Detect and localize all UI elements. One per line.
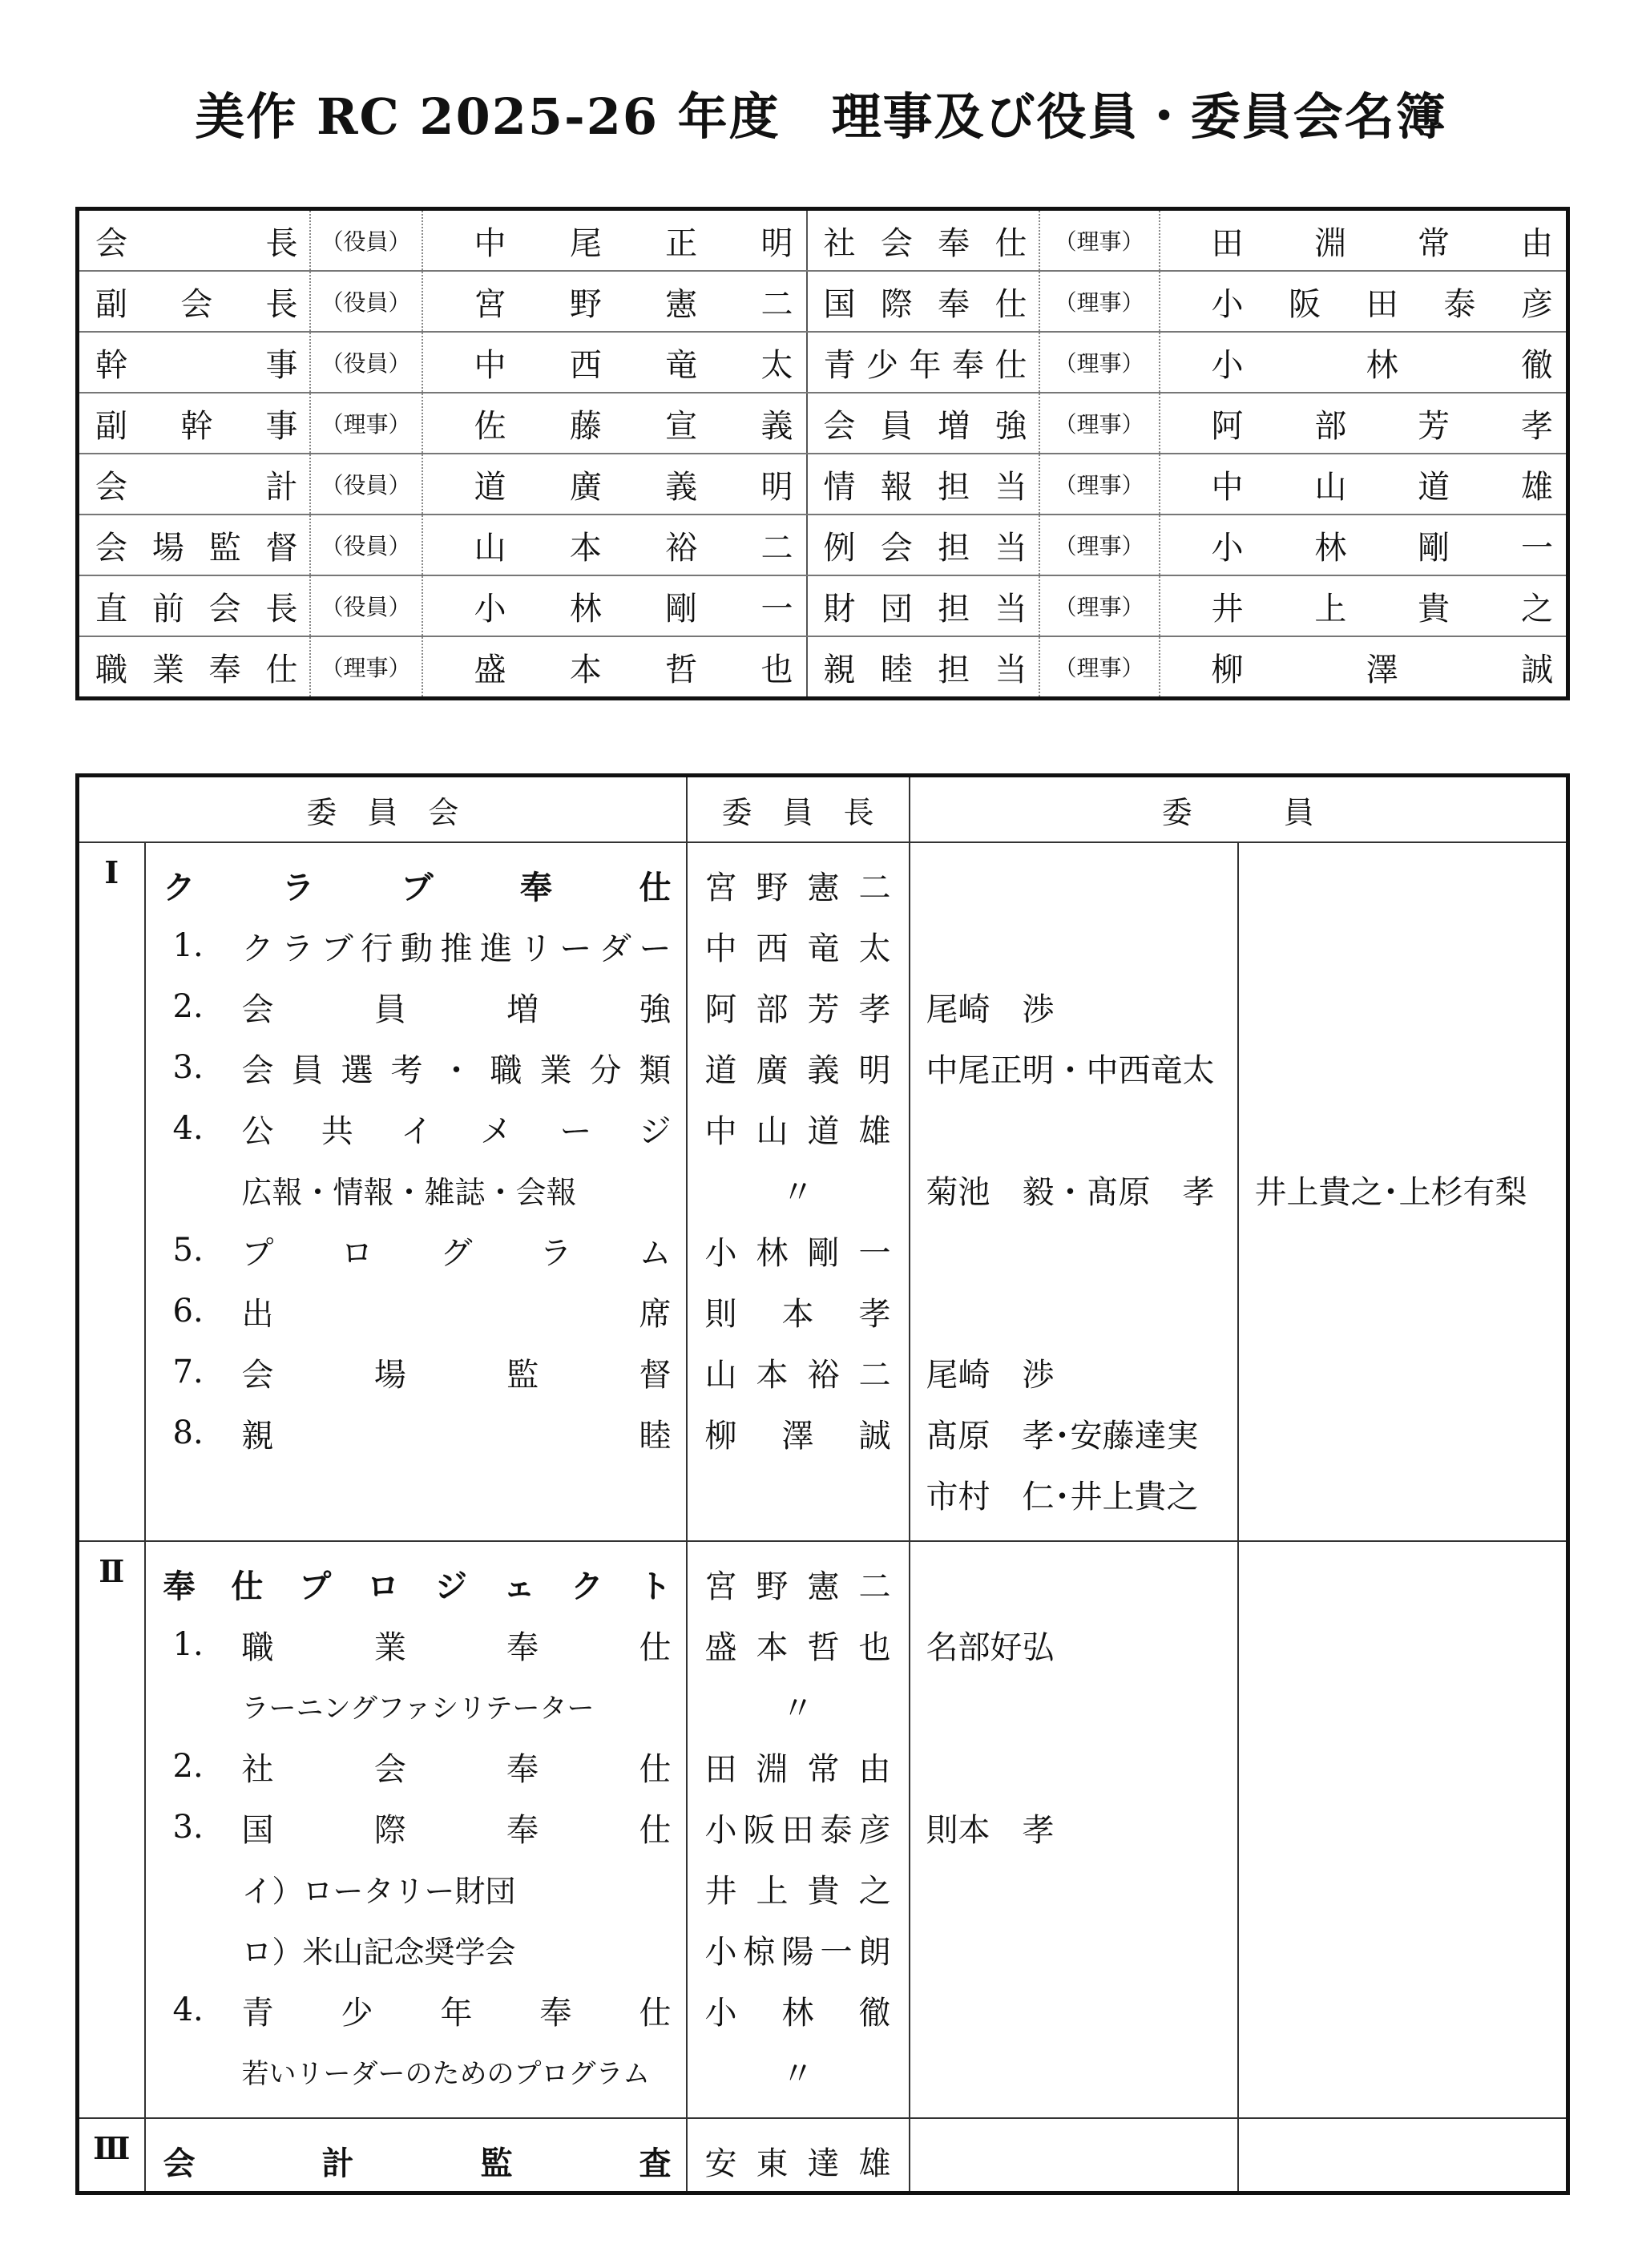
officer-name: 柳 澤 誠 [1160,636,1568,699]
committee-table [75,773,1570,2195]
committee-chair: 〃 [687,2040,910,2101]
officer-role: 会 場 監 督 [78,515,310,575]
member-cell [1238,1736,1568,1797]
officer-name: 宮 野 憲 二 [422,271,807,332]
officer-rank: （理事） [1039,454,1160,515]
header-committee: 委 員 会 [78,776,687,843]
officer-name: 小 阪 田 泰 彦 [1160,271,1568,332]
member-cell [910,1098,1238,1159]
officer-role: 会 長 [78,209,310,272]
officer-role: 会 員 増 強 [807,393,1039,454]
officer-role: 副 幹 事 [78,393,310,454]
officer-name: 中 尾 正 明 [422,209,807,272]
header-members: 委 員 [910,776,1568,843]
member-cell [910,1919,1238,1979]
member-cell: 菊池 毅・髙原 孝 [910,1159,1238,1220]
committee-chair: 山 本 裕 二 [687,1342,910,1402]
committee-row [78,1098,1568,1159]
committee-chair: 道 廣 義 明 [687,1037,910,1098]
committee-row [78,1675,1568,1736]
section-numeral: Ⅲ [78,2118,145,2193]
officer-role: 財 団 担 当 [807,575,1039,636]
committee-chair: 小 林 剛 一 [687,1220,910,1281]
officer-name: 佐 藤 宣 義 [422,393,807,454]
member-cell [910,842,1238,915]
officer-role: 国 際 奉 仕 [807,271,1039,332]
committee-number: 3. [172,1809,204,1846]
committee-name: 8. 親 睦 [145,1402,687,1463]
member-cell [1238,1463,1568,1524]
officer-role: 情 報 担 当 [807,454,1039,515]
officer-rank: （理事） [1039,209,1160,272]
member-cell [1238,1675,1568,1736]
member-cell [1238,1098,1568,1159]
committee-row [78,1614,1568,1675]
committee-number: 4. [172,1992,204,2028]
committee-name: 4. 青 少 年 奉 仕 [145,1979,687,2040]
committee-name: 1. ク ラ ブ 行 動 推 進 リ ー ダ ー [145,915,687,976]
officer-role: 副 会 長 [78,271,310,332]
section-title: 奉 仕 プ ロ ジ ェ ク ト [145,1541,687,1614]
member-cell: 則本 孝 [910,1797,1238,1858]
officer-role: 職 業 奉 仕 [78,636,310,699]
officer-rank: （役員） [310,271,422,332]
committee-number: 4. [172,1110,204,1147]
member-cell [910,1675,1238,1736]
officer-rank: （役員） [310,209,422,272]
committee-name: 広報・情報・雑誌・会報 [145,1159,687,1220]
officer-name: 小 林 剛 一 [422,575,807,636]
officer-row [78,515,1568,575]
committee-name: イ）ロータリー財団 [145,1858,687,1919]
officer-rank: （理事） [1039,636,1160,699]
officer-row [78,271,1568,332]
committee-chair: 小 椋 陽 一 朗 [687,1919,910,1979]
officer-rank: （理事） [310,636,422,699]
member-cell [910,1736,1238,1797]
officer-role: 幹 事 [78,332,310,393]
officer-name: 中 山 道 雄 [1160,454,1568,515]
committee-name: 1. 職 業 奉 仕 [145,1614,687,1675]
officer-name: 盛 本 哲 也 [422,636,807,699]
officer-name: 小 林 徹 [1160,332,1568,393]
member-cell [910,2040,1238,2101]
committee-row [78,1281,1568,1342]
member-cell [910,1281,1238,1342]
committee-name: 5. プ ロ グ ラ ム [145,1220,687,1281]
officer-row [78,636,1568,699]
committee-number: 1. [172,1626,204,1663]
officer-role: 社 会 奉 仕 [807,209,1039,272]
committee-chair: 柳 澤 誠 [687,1402,910,1463]
officer-row [78,454,1568,515]
member-cell [1238,1858,1568,1919]
officer-role: 親 睦 担 当 [807,636,1039,699]
member-cell [1238,1402,1568,1463]
officer-name: 阿 部 芳 孝 [1160,393,1568,454]
officer-row [78,332,1568,393]
committee-number: 2. [172,988,204,1025]
officer-name: 小 林 剛 一 [1160,515,1568,575]
section-title: 会 計 監 査 [145,2118,687,2193]
committee-number: 1. [172,927,204,964]
member-cell [910,1541,1238,1614]
committee-row [78,1919,1568,1979]
member-cell: 市村 仁･井上貴之 [910,1463,1238,1524]
officer-rank: （理事） [1039,515,1160,575]
committee-row [78,1736,1568,1797]
officer-rank: （理事） [1039,332,1160,393]
committee-name: 3. 会 員 選 考 ・ 職 業 分 類 [145,1037,687,1098]
officer-row [78,575,1568,636]
committee-chair: 中 山 道 雄 [687,1098,910,1159]
officer-rank: （役員） [310,454,422,515]
member-cell [1238,1919,1568,1979]
committee-row [78,1402,1568,1463]
member-cell [1238,1541,1568,1614]
member-cell [1238,915,1568,976]
section-row [78,2118,1568,2193]
section-row [78,1541,1568,1614]
officer-rank: （役員） [310,575,422,636]
section-chair: 宮 野 憲 二 [687,1541,910,1614]
committee-number: 6. [172,1293,204,1330]
committee-chair: 盛 本 哲 也 [687,1614,910,1675]
committee-row [78,1979,1568,2040]
member-cell: 髙原 孝･安藤達実 [910,1402,1238,1463]
committee-name: 2. 会 員 増 強 [145,976,687,1037]
member-cell: 尾崎 渉 [910,1342,1238,1402]
officer-role: 会 計 [78,454,310,515]
member-cell [910,2118,1238,2193]
section-row [78,842,1568,915]
section-numeral: Ⅰ [78,842,145,1541]
officer-name: 中 西 竜 太 [422,332,807,393]
member-cell [1238,1614,1568,1675]
committee-name [145,1463,687,1524]
officers-table [75,207,1570,700]
member-cell [1238,1979,1568,2040]
member-cell [1238,1797,1568,1858]
officer-rank: （理事） [1039,271,1160,332]
officer-role: 直 前 会 長 [78,575,310,636]
committee-row [78,1858,1568,1919]
committee-row [78,1797,1568,1858]
member-cell [910,1220,1238,1281]
committee-name: 3. 国 際 奉 仕 [145,1797,687,1858]
officer-rank: （役員） [310,332,422,393]
committee-chair: 小 林 徹 [687,1979,910,2040]
member-cell [910,1858,1238,1919]
committee-name: 若いリーダーのためのプログラム [145,2040,687,2101]
committee-row [78,1037,1568,1098]
member-cell [1238,1037,1568,1098]
section-numeral: Ⅱ [78,1541,145,2118]
committee-chair: 井 上 貴 之 [687,1858,910,1919]
committee-number: 7. [172,1354,204,1390]
committee-row [78,915,1568,976]
committee-name: 7. 会 場 監 督 [145,1342,687,1402]
committee-chair [687,1463,910,1524]
member-cell: 尾崎 渉 [910,976,1238,1037]
committee-name: 2. 社 会 奉 仕 [145,1736,687,1797]
committee-chair: 田 淵 常 由 [687,1736,910,1797]
header-chair: 委 員 長 [687,776,910,843]
committee-name: 4. 公 共 イ メ ー ジ [145,1098,687,1159]
committee-row [78,976,1568,1037]
committee-chair: 小 阪 田 泰 彦 [687,1797,910,1858]
member-cell: 中尾正明・中西竜太 [910,1037,1238,1098]
member-cell [910,915,1238,976]
section-title: ク ラ ブ 奉 仕 [145,842,687,915]
member-cell [1238,1220,1568,1281]
member-cell [910,1979,1238,2040]
committee-row [78,1342,1568,1402]
committee-name: ラーニングファシリテーター [145,1675,687,1736]
officer-name: 田 淵 常 由 [1160,209,1568,272]
member-cell [1238,1342,1568,1402]
member-cell [1238,842,1568,915]
member-cell [1238,1281,1568,1342]
committee-name: ロ）米山記念奨学会 [145,1919,687,1979]
officer-name: 山 本 裕 二 [422,515,807,575]
committee-row [78,1159,1568,1220]
member-cell: 名部好弘 [910,1614,1238,1675]
officer-name: 井 上 貴 之 [1160,575,1568,636]
member-cell [1238,976,1568,1037]
officer-rank: （理事） [310,393,422,454]
member-cell: 井上貴之･上杉有梨 [1254,1173,1527,1211]
committee-row [78,1220,1568,1281]
officer-rank: （理事） [1039,575,1160,636]
section-chair: 宮 野 憲 二 [687,842,910,915]
section-spacer [78,2101,1568,2118]
committee-chair: 〃 [687,1159,910,1220]
officer-role: 例 会 担 当 [807,515,1039,575]
committee-row [78,2040,1568,2101]
section-chair: 安 東 達 雄 [687,2118,910,2193]
officer-role: 青 少 年 奉 仕 [807,332,1039,393]
committee-name: 6. 出 席 [145,1281,687,1342]
officer-rank: （役員） [310,515,422,575]
committee-number: 3. [172,1049,204,1086]
committee-chair: 則 本 孝 [687,1281,910,1342]
member-cell [1238,2118,1568,2193]
committee-chair: 〃 [687,1675,910,1736]
member-cell [1238,2040,1568,2101]
committee-chair: 阿 部 芳 孝 [687,976,910,1037]
committee-chair: 中 西 竜 太 [687,915,910,976]
committee-number: 5. [172,1232,204,1269]
committee-row [78,1463,1568,1524]
page-title: 美作 RC 2025-26 年度 理事及び役員・委員会名簿 [195,87,1447,146]
officer-row [78,209,1568,272]
officer-name: 道 廣 義 明 [422,454,807,515]
committee-number: 8. [172,1414,204,1451]
section-spacer [78,1524,1568,1541]
officer-rank: （理事） [1039,393,1160,454]
committee-number: 2. [172,1748,204,1785]
officer-row [78,393,1568,454]
